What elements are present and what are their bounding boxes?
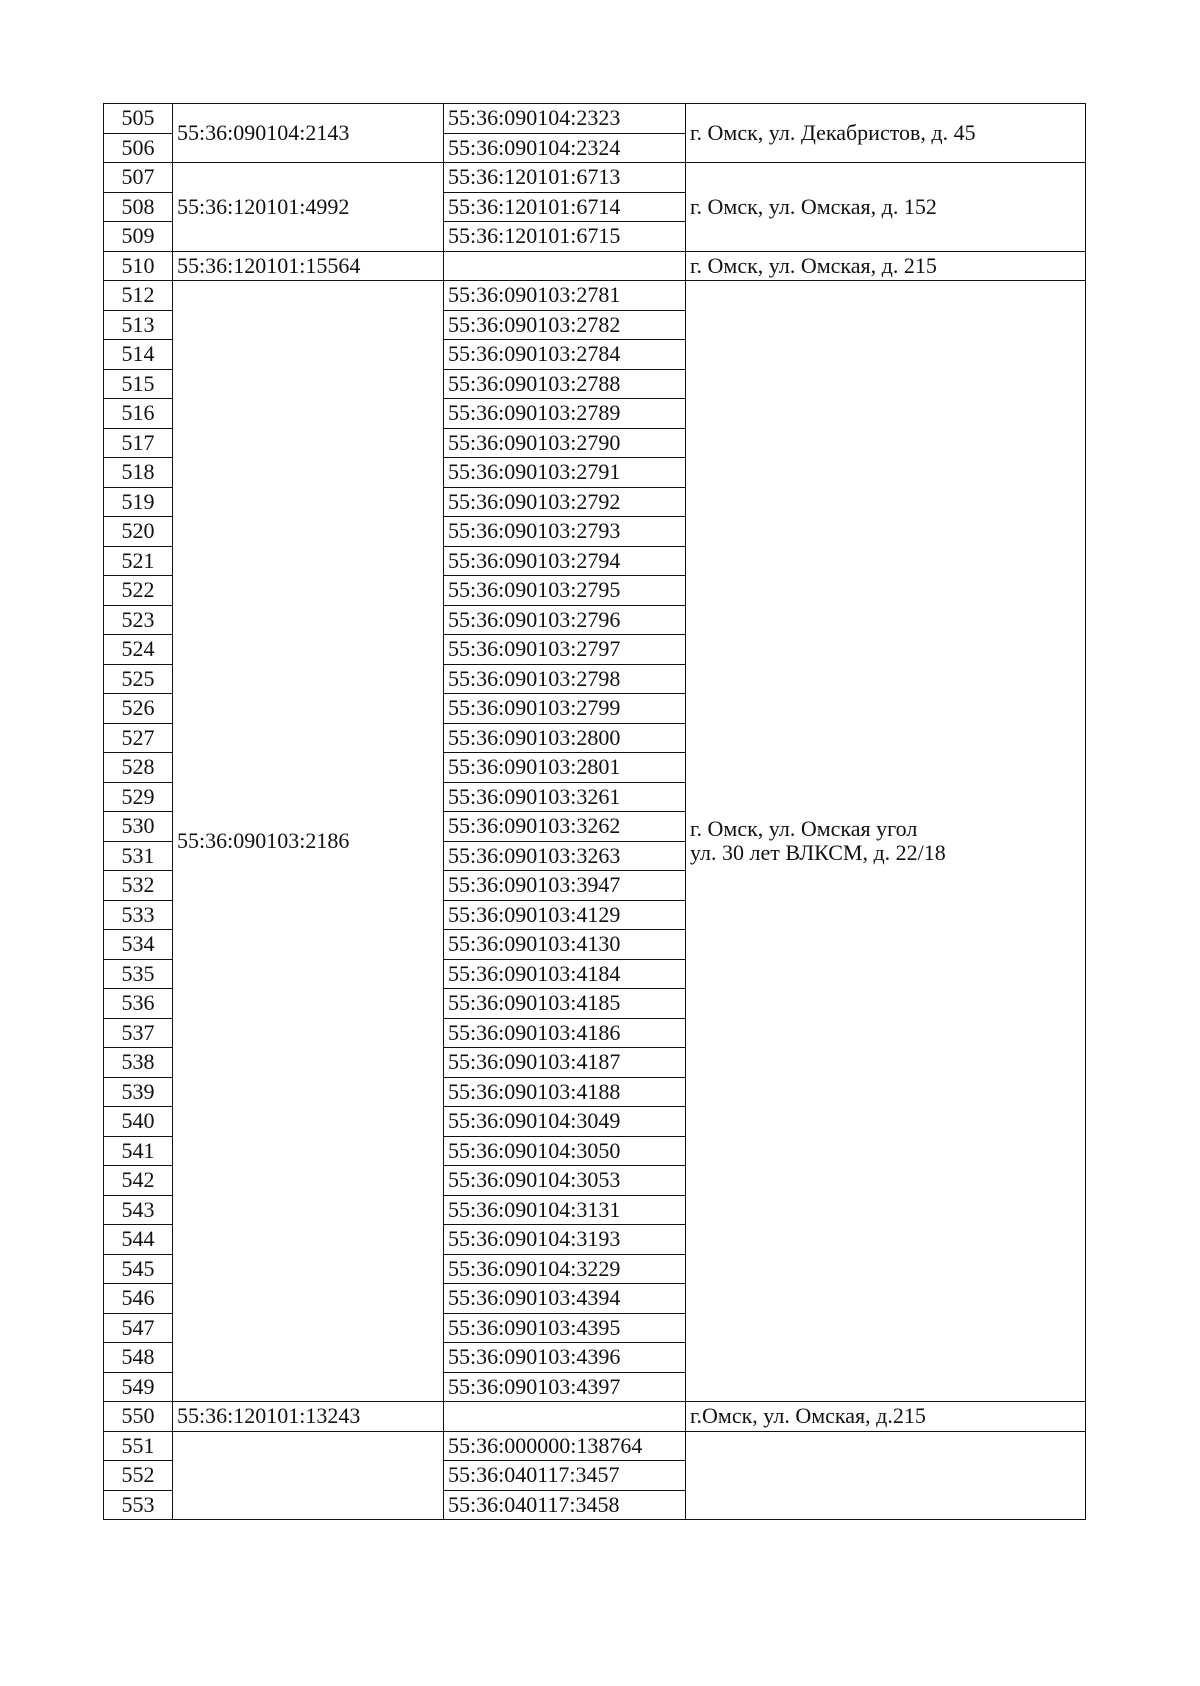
sub-cadastral-number: 55:36:090103:2790 — [444, 428, 686, 458]
sub-cadastral-number: 55:36:090103:3947 — [444, 871, 686, 901]
sub-cadastral-number: 55:36:090103:3262 — [444, 812, 686, 842]
parcel-cadastral-number: 55:36:090103:2186 — [173, 281, 444, 1402]
sub-cadastral-number — [444, 251, 686, 281]
parcel-table — [103, 103, 1086, 1520]
row-number: 552 — [104, 1461, 173, 1491]
parcel-cadastral-number: 55:36:090104:2143 — [173, 104, 444, 163]
row-number: 541 — [104, 1136, 173, 1166]
sub-cadastral-number — [444, 1402, 686, 1432]
row-number: 516 — [104, 399, 173, 429]
sub-cadastral-number: 55:36:090103:3263 — [444, 841, 686, 871]
row-number: 531 — [104, 841, 173, 871]
row-number: 505 — [104, 104, 173, 134]
sub-cadastral-number: 55:36:090104:2324 — [444, 133, 686, 163]
sub-cadastral-number: 55:36:090103:2788 — [444, 369, 686, 399]
row-number: 521 — [104, 546, 173, 576]
address-line-1: г. Омск, ул. Омская угол — [690, 816, 918, 841]
sub-cadastral-number: 55:36:090103:2784 — [444, 340, 686, 370]
address-cell: г. Омск, ул. Омская, д. 152 — [686, 163, 1086, 252]
row-number: 545 — [104, 1254, 173, 1284]
row-number: 551 — [104, 1431, 173, 1461]
sub-cadastral-number: 55:36:090104:3049 — [444, 1107, 686, 1137]
sub-cadastral-number: 55:36:090103:4394 — [444, 1284, 686, 1314]
row-number: 549 — [104, 1372, 173, 1402]
sub-cadastral-number: 55:36:090104:3229 — [444, 1254, 686, 1284]
row-number: 533 — [104, 900, 173, 930]
row-number: 515 — [104, 369, 173, 399]
row-number: 528 — [104, 753, 173, 783]
row-number: 539 — [104, 1077, 173, 1107]
sub-cadastral-number: 55:36:090103:4397 — [444, 1372, 686, 1402]
sub-cadastral-number: 55:36:040117:3458 — [444, 1490, 686, 1520]
row-number: 509 — [104, 222, 173, 252]
address-cell: г.Омск, ул. Омская, д.215 — [686, 1402, 1086, 1432]
row-number: 550 — [104, 1402, 173, 1432]
row-number: 537 — [104, 1018, 173, 1048]
address-cell: г. Омск, ул. Декабристов, д. 45 — [686, 104, 1086, 163]
row-number: 530 — [104, 812, 173, 842]
parcel-cadastral-number: 55:36:120101:15564 — [173, 251, 444, 281]
row-number: 513 — [104, 310, 173, 340]
sub-cadastral-number: 55:36:090103:4396 — [444, 1343, 686, 1373]
row-number: 517 — [104, 428, 173, 458]
row-number: 522 — [104, 576, 173, 606]
parcel-cadastral-number: 55:36:120101:13243 — [173, 1402, 444, 1432]
table-row — [104, 104, 1086, 134]
sub-cadastral-number: 55:36:090103:2794 — [444, 546, 686, 576]
row-number: 544 — [104, 1225, 173, 1255]
sub-cadastral-number: 55:36:090103:2792 — [444, 487, 686, 517]
sub-cadastral-number: 55:36:090103:2796 — [444, 605, 686, 635]
sub-cadastral-number: 55:36:090103:2791 — [444, 458, 686, 488]
table-row — [104, 281, 1086, 311]
address-cell — [686, 281, 1086, 1402]
sub-cadastral-number: 55:36:120101:6715 — [444, 222, 686, 252]
row-number: 507 — [104, 163, 173, 193]
table-row — [104, 1431, 1086, 1461]
row-number: 532 — [104, 871, 173, 901]
sub-cadastral-number: 55:36:090103:4395 — [444, 1313, 686, 1343]
row-number: 519 — [104, 487, 173, 517]
row-number: 512 — [104, 281, 173, 311]
row-number: 536 — [104, 989, 173, 1019]
sub-cadastral-number: 55:36:090103:2801 — [444, 753, 686, 783]
sub-cadastral-number: 55:36:090103:4186 — [444, 1018, 686, 1048]
row-number: 548 — [104, 1343, 173, 1373]
sub-cadastral-number: 55:36:120101:6713 — [444, 163, 686, 193]
sub-cadastral-number: 55:36:090104:2323 — [444, 104, 686, 134]
sub-cadastral-number: 55:36:090103:2793 — [444, 517, 686, 547]
sub-cadastral-number: 55:36:090103:2797 — [444, 635, 686, 665]
row-number: 553 — [104, 1490, 173, 1520]
row-number: 510 — [104, 251, 173, 281]
sub-cadastral-number: 55:36:120101:6714 — [444, 192, 686, 222]
sub-cadastral-number: 55:36:090104:3131 — [444, 1195, 686, 1225]
row-number: 538 — [104, 1048, 173, 1078]
sub-cadastral-number: 55:36:090103:4188 — [444, 1077, 686, 1107]
row-number: 514 — [104, 340, 173, 370]
sub-cadastral-number: 55:36:090103:2798 — [444, 664, 686, 694]
parcel-cadastral-number: 55:36:120101:4992 — [173, 163, 444, 252]
sub-cadastral-number: 55:36:090103:4184 — [444, 959, 686, 989]
address-cell — [686, 1431, 1086, 1520]
row-number: 543 — [104, 1195, 173, 1225]
sub-cadastral-number: 55:36:040117:3457 — [444, 1461, 686, 1491]
sub-cadastral-number: 55:36:090103:2795 — [444, 576, 686, 606]
sub-cadastral-number: 55:36:090103:3261 — [444, 782, 686, 812]
row-number: 540 — [104, 1107, 173, 1137]
row-number: 520 — [104, 517, 173, 547]
row-number: 542 — [104, 1166, 173, 1196]
row-number: 524 — [104, 635, 173, 665]
sub-cadastral-number: 55:36:090103:4185 — [444, 989, 686, 1019]
parcel-cadastral-number — [173, 1431, 444, 1520]
sub-cadastral-number: 55:36:090104:3053 — [444, 1166, 686, 1196]
row-number: 547 — [104, 1313, 173, 1343]
row-number: 508 — [104, 192, 173, 222]
sub-cadastral-number: 55:36:090103:2789 — [444, 399, 686, 429]
sub-cadastral-number: 55:36:090103:2800 — [444, 723, 686, 753]
row-number: 518 — [104, 458, 173, 488]
sub-cadastral-number: 55:36:090103:2781 — [444, 281, 686, 311]
row-number: 506 — [104, 133, 173, 163]
row-number: 535 — [104, 959, 173, 989]
table-row — [104, 163, 1086, 193]
row-number: 529 — [104, 782, 173, 812]
table-row — [104, 251, 1086, 281]
address-cell: г. Омск, ул. Омская, д. 215 — [686, 251, 1086, 281]
sub-cadastral-number: 55:36:000000:138764 — [444, 1431, 686, 1461]
sub-cadastral-number: 55:36:090103:2799 — [444, 694, 686, 724]
sub-cadastral-number: 55:36:090103:4187 — [444, 1048, 686, 1078]
row-number: 523 — [104, 605, 173, 635]
row-number: 527 — [104, 723, 173, 753]
address-line-2: ул. 30 лет ВЛКСМ, д. 22/18 — [690, 840, 946, 865]
table-row — [104, 1402, 1086, 1432]
sub-cadastral-number: 55:36:090104:3050 — [444, 1136, 686, 1166]
sub-cadastral-number: 55:36:090103:2782 — [444, 310, 686, 340]
sub-cadastral-number: 55:36:090103:4129 — [444, 900, 686, 930]
row-number: 546 — [104, 1284, 173, 1314]
sub-cadastral-number: 55:36:090104:3193 — [444, 1225, 686, 1255]
row-number: 526 — [104, 694, 173, 724]
row-number: 525 — [104, 664, 173, 694]
sub-cadastral-number: 55:36:090103:4130 — [444, 930, 686, 960]
row-number: 534 — [104, 930, 173, 960]
